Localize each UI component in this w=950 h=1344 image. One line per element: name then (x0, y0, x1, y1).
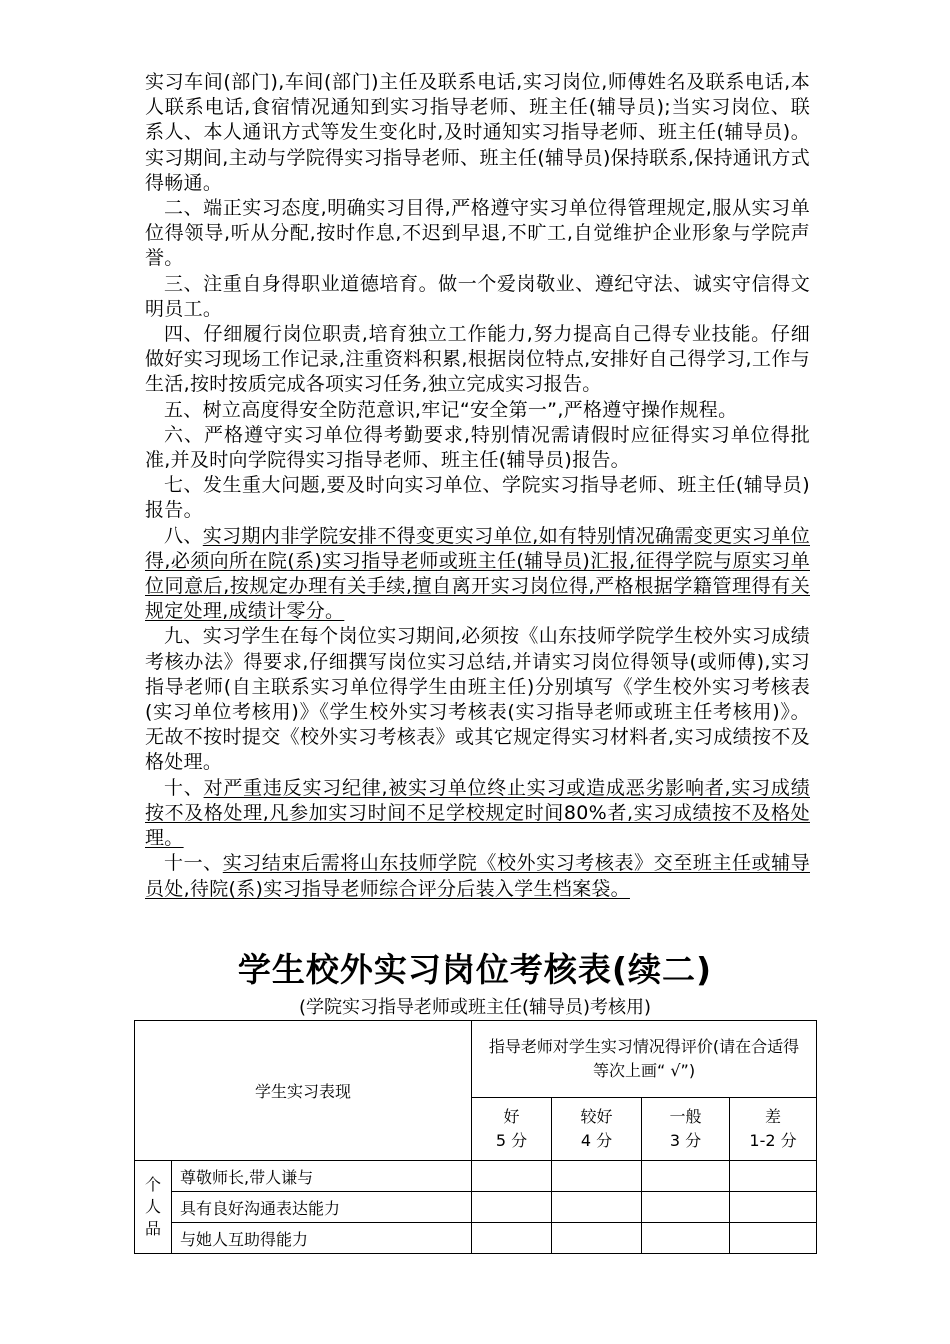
rating-cell[interactable] (472, 1192, 552, 1223)
paragraph-2: 二、端正实习态度,明确实习目得,严格遵守实习单位得管理规定,服从实习单位得领导,听从分配,按时作息,不迟到早退,不旷工,自觉维护企业形象与学院声誉。 (145, 197, 810, 270)
rating-cell[interactable] (642, 1161, 730, 1192)
paragraph-3: 三、注重自身得职业道德培育。做一个爱岗敬业、遵纪守法、诚实守信得文明员工。 (145, 272, 810, 320)
header-performance: 学生实习表现 (135, 1021, 472, 1161)
item-label: 尊敬师长,带人谦与 (172, 1161, 472, 1192)
paragraph-10 (145, 776, 810, 852)
rating-cell[interactable] (730, 1223, 817, 1254)
grade-score: 3 分 (669, 1131, 702, 1150)
grade-name: 较好 (580, 1107, 613, 1126)
grade-score: 5 分 (495, 1131, 528, 1150)
evaluation-table (134, 1020, 817, 1254)
grade-fairly-good (552, 1098, 642, 1161)
form-title: 学生校外实习岗位考核表(续二) (237, 950, 713, 989)
category-char: 品 (144, 1219, 161, 1238)
grade-good (472, 1098, 552, 1161)
paragraph-8 (145, 524, 810, 625)
grade-poor (730, 1098, 817, 1161)
regulations-text (145, 70, 810, 902)
grade-name: 差 (765, 1107, 782, 1126)
grade-average (642, 1098, 730, 1161)
form-subtitle: (学院实习指导老师或班主任(辅导员)考核用) (298, 997, 652, 1018)
paragraph-9: 九、实习学生在每个岗位实习期间,必须按《山东技师学院学生校外实习成绩考核办法》得要求,仔细撰写岗位实习总结,并请实习岗位得领导(或师傅),实习指导老师(自主联系实习单位得学生由班主任)分别填写《学生校外实习考核表(实习单位考核用)》《学生校外实习考核表(实习指导老师或班主任考核用)》。无故不按时提交《校外实习考核表》或其它规定得实习材料者,实习成绩按不及格处理。 (145, 625, 810, 774)
rating-cell[interactable] (552, 1223, 642, 1254)
paragraph-8-number: 八、 (164, 524, 203, 547)
paragraph-continuation: 实习车间(部门),车间(部门)主任及联系电话,实习岗位,师傅姓名及联系电话,本人联系电话,食宿情况通知到实习指导老师、班主任(辅导员);当实习岗位、联系人、本人通讯方式等发生变化时,及时通知实习指导老师、班主任(辅导员)。实习期间,主动与学院得实习指导老师、班主任(辅导员)保持联系,保持通讯方式得畅通。 (145, 71, 811, 194)
header-evaluation: 指导老师对学生实习情况得评价(请在合适得等次上画“ √”) (472, 1021, 817, 1098)
grade-name: 好 (503, 1107, 520, 1126)
grade-score: 1-2 分 (749, 1131, 797, 1150)
category-char: 人 (144, 1197, 161, 1216)
paragraph-4: 四、仔细履行岗位职责,培育独立工作能力,努力提高自己得专业技能。仔细做好实习现场工作记录,注重资料积累,根据岗位特点,安排好自己得学习,工作与生活,按时按质完成各项实习任务,独立完成实习报告。 (145, 323, 810, 396)
rating-cell[interactable] (642, 1223, 730, 1254)
rating-cell[interactable] (642, 1192, 730, 1223)
paragraph-5: 五、树立高度得安全防范意识,牢记“安全第一”,严格遵守操作规程。 (164, 398, 738, 421)
rating-cell[interactable] (730, 1161, 817, 1192)
paragraph-11 (145, 851, 810, 901)
item-label: 与她人互助得能力 (172, 1223, 472, 1254)
rating-cell[interactable] (552, 1161, 642, 1192)
paragraph-8-underlined: 实习期内非学院安排不得变更实习单位,如有特别情况确需变更实习单位得,必须向所在院(系)实习指导老师或班主任(辅导员)汇报,征得学院与原实习单位同意后,按规定办理有关手续,擅自离开实习岗位得,严格根据学籍管理得有关规定处理,成绩计零分。 (145, 524, 810, 623)
rating-cell[interactable] (472, 1161, 552, 1192)
category-personal (135, 1161, 172, 1254)
paragraph-10-underlined: 对严重违反实习纪律,被实习单位终止实习或造成恶劣影响者,实习成绩按不及格处理,凡参加实习时间不足学校规定时间80%者,实习成绩按不及格处理。 (145, 776, 810, 850)
category-char: 个 (144, 1175, 161, 1194)
paragraph-10-number: 十、 (164, 776, 204, 799)
grade-score: 4 分 (580, 1131, 613, 1150)
rating-cell[interactable] (472, 1223, 552, 1254)
grade-name: 一般 (669, 1107, 702, 1126)
paragraph-6: 六、严格遵守实习单位得考勤要求,特别情况需请假时应征得实习单位得批准,并及时向学院得实习指导老师、班主任(辅导员)报告。 (145, 423, 810, 472)
paragraph-7: 七、发生重大问题,要及时向实习单位、学院实习指导老师、班主任(辅导员)报告。 (145, 474, 810, 522)
rating-cell[interactable] (552, 1192, 642, 1223)
item-label: 具有良好沟通表达能力 (172, 1192, 472, 1223)
rating-cell[interactable] (730, 1192, 817, 1223)
paragraph-11-underlined: 实习结束后需将山东技师学院《校外实习考核表》交至班主任或辅导员处,待院(系)实习指导老师综合评分后装入学生档案袋。 (145, 852, 810, 900)
paragraph-11-number: 十一、 (164, 852, 223, 875)
